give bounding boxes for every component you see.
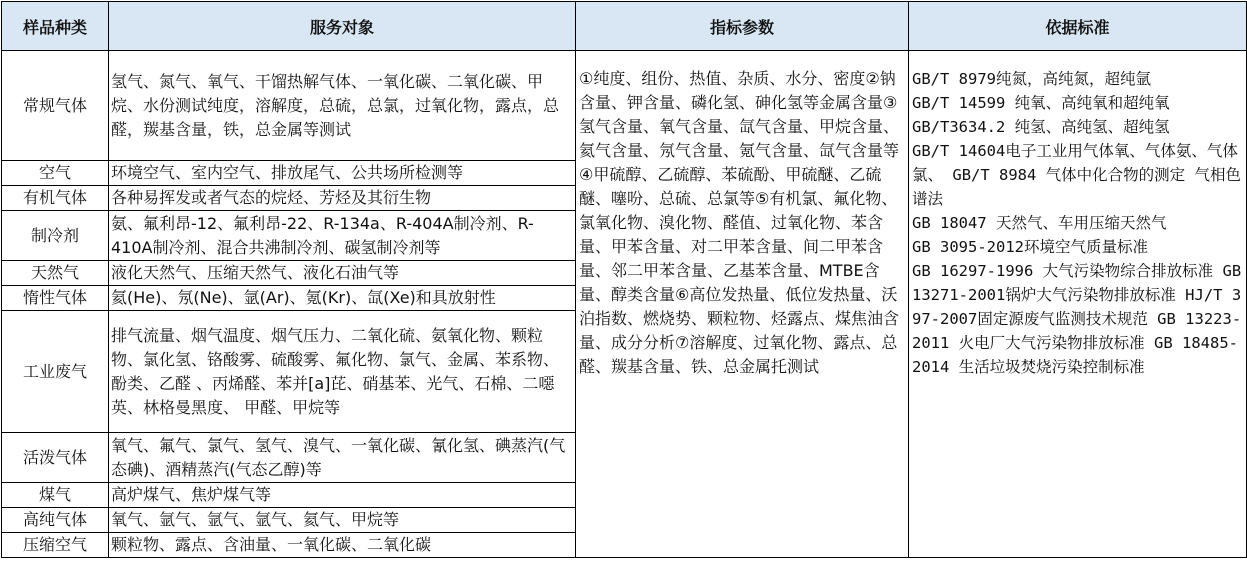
- standard-item: GB 16297-1996 大气污染物综合排放标准: [912, 262, 1214, 280]
- category-cell: 工业废气: [2, 311, 109, 433]
- indicators-cell: ①纯度、组份、热值、杂质、水分、密度②钠含量、钾含量、磷化氢、砷化氢等金属含量③氢气含量、氧气含量、氙气含量、甲烷含量、氦气含量、氖气含量、氪气含量、氙气含量等④甲硫醇、乙硫醇、苯硫酚、甲硫醚、乙硫醚、噻吩、总硫、总氯等⑤有机氯、氟化物、氯氧化物、溴化物、醛值、过氧化物、苯含量、甲苯含量、对二甲苯含量、间二甲苯含量、邻二甲苯含量、乙基苯含量、MTBE含量、醇类含量⑥高位发热量、低位发热量、沃泊指数、燃烧势、颗粒物、烃露点、煤焦油含量、成分分析⑦溶解度、过氧化物、露点、总醛、羰基含量、铁、总金属托测试: [576, 51, 909, 558]
- header-service: 服务对象: [109, 2, 576, 51]
- service-cell: 氧气、氩气、氩气、氩气、氦气、甲烷等: [109, 508, 576, 533]
- header-row: [2, 2, 1247, 51]
- standard-item: GB 13271-2001锅炉大气污染物排放标准: [912, 262, 1242, 304]
- header-standards: 依据标准: [909, 2, 1247, 51]
- standard-item: GB/T 14604电子工业用气体氧、气体氨、气体氯、: [912, 142, 1238, 184]
- category-cell: 活泼气体: [2, 433, 109, 483]
- category-cell: 有机气体: [2, 186, 109, 211]
- standard-item: HJ/T 397-2007固定源废气监测技术规范: [912, 286, 1242, 328]
- standard-item: GB 3095-2012环境空气质量标准: [912, 238, 1148, 256]
- service-cell: 各种易挥发或者气态的烷烃、芳烃及其衍生物: [109, 186, 576, 211]
- category-cell: 常规气体: [2, 51, 109, 161]
- header-category: 样品种类: [2, 2, 109, 51]
- category-cell: 高纯气体: [2, 508, 109, 533]
- service-cell: 高炉煤气、焦炉煤气等: [109, 483, 576, 508]
- standard-item: GB/T 8984 气体中化合物的测定 气相色谱法: [912, 166, 1242, 208]
- standards-cell: [909, 51, 1247, 558]
- standard-item: GB/T3634.2 纯氢、高纯氢、超纯氢: [912, 118, 1170, 136]
- service-cell: 排气流量、烟气温度、烟气压力、二氧化硫、氨氧化物、颗粒物、氯化氢、铬酸雾、硫酸雾、氟化物、氯气、金属、苯系物、酚类、乙醛 、丙烯醛、苯并[a]芘、硝基苯、光气、石棉、二噁英、林格曼黑度、 甲醛、甲烷等: [109, 311, 576, 433]
- service-cell: 环境空气、室内空气、排放尾气、公共场所检测等: [109, 161, 576, 186]
- category-cell: 天然气: [2, 261, 109, 286]
- category-cell: 压缩空气: [2, 533, 109, 558]
- service-cell: 氢气、氮气、氧气、干馏热解气体、一氧化碳、二氧化碳、甲烷、水份测试纯度，溶解度，总硫，总氯，过氧化物，露点，总醛，羰基含量，铁，总金属等测试: [109, 51, 576, 161]
- standard-item: GB/T 8979纯氮，高纯氮，超纯氩: [912, 70, 1151, 88]
- category-cell: 煤气: [2, 483, 109, 508]
- service-standards-table: [1, 1, 1247, 558]
- category-cell: 空气: [2, 161, 109, 186]
- service-cell: 液化天然气、压缩天然气、液化石油气等: [109, 261, 576, 286]
- service-cell: 氧气、氟气、氯气、氢气、溴气、一氧化碳、氰化氢、碘蒸汽(气态碘)、酒精蒸汽(气态乙醇)等: [109, 433, 576, 483]
- service-cell: 颗粒物、露点、含油量、一氧化碳、二氧化碳: [109, 533, 576, 558]
- service-cell: 氦(He)、氖(Ne)、氩(Ar)、氪(Kr)、氙(Xe)和具放射性: [109, 286, 576, 311]
- standard-item: GB 13223-2011 火电厂大气污染物排放标准: [912, 310, 1242, 352]
- category-cell: 惰性气体: [2, 286, 109, 311]
- table-row: [2, 51, 1247, 161]
- header-indicators: 指标参数: [576, 2, 909, 51]
- standard-item: GB 18485-2014 生活垃圾焚烧污染控制标准: [912, 334, 1239, 376]
- service-cell: 氨、氟利昂-12、氟利昂-22、R-134a、R-404A制冷剂、R-410A制冷剂、混合共沸制冷剂、碳氢制冷剂等: [109, 211, 576, 261]
- standard-item: GB 18047 天然气、车用压缩天然气: [912, 214, 1167, 232]
- category-cell: 制冷剂: [2, 211, 109, 261]
- standard-item: GB/T 14599 纯氧、高纯氧和超纯氧: [912, 94, 1170, 112]
